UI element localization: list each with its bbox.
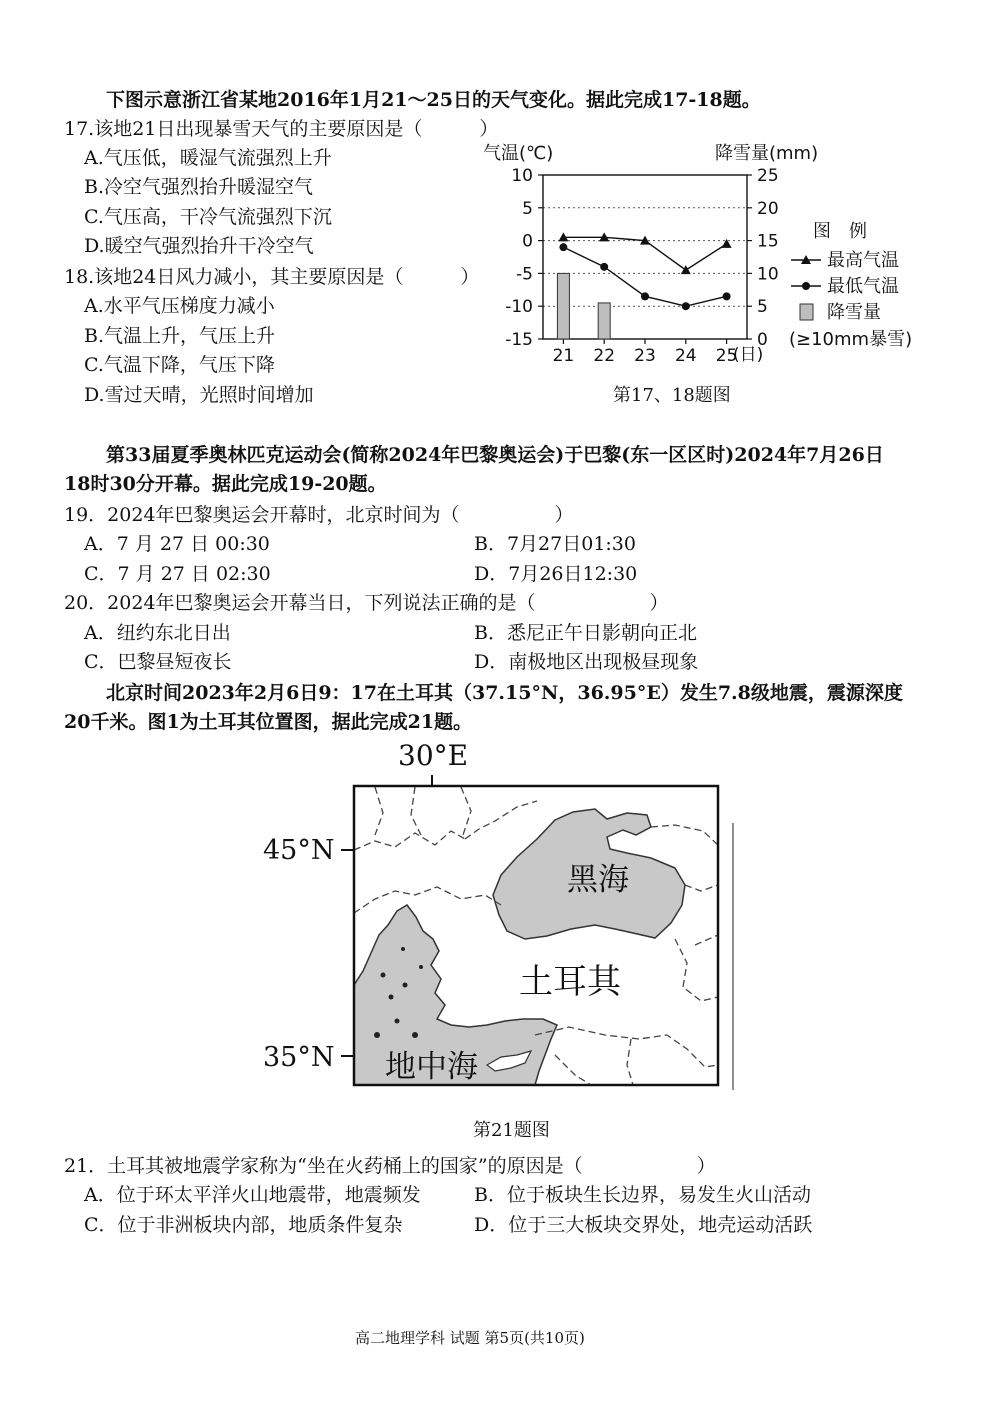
left-tick-label: 10: [511, 166, 533, 186]
weather-chart: [475, 135, 935, 375]
q19-option-a[interactable]: A．7 月 27 日 00:30: [84, 533, 270, 555]
legend-circle-marker: [802, 282, 810, 290]
q17-option-b[interactable]: B.冷空气强烈抬升暖湿空气: [84, 176, 314, 198]
legend-bar-swatch: [800, 304, 813, 320]
left-tick-label: 0: [522, 231, 533, 252]
right-tick-label: 5: [757, 297, 768, 318]
min-temp-point: [723, 292, 731, 300]
q17-option-c[interactable]: C.气压高，干冷气流强烈下沉: [84, 206, 332, 228]
q20-option-b[interactable]: B．悉尼正午日影朝向正北: [474, 622, 697, 644]
x-tick-label: 24: [674, 346, 697, 366]
left-tick-label: 5: [522, 198, 533, 219]
min-temp-point: [682, 302, 690, 310]
x-tick-label: 25: [715, 346, 738, 366]
intro-21-line2: 20千米。图1为土耳其位置图，据此完成21题。: [64, 711, 473, 733]
intro-19-20-line2: 18时30分开幕。据此完成19-20题。: [64, 473, 387, 495]
q20-option-d[interactable]: D．南极地区出现极昼现象: [474, 651, 699, 673]
figure-17-18-caption: 第17、18题图: [613, 385, 731, 406]
legend-title: 图 例: [813, 221, 867, 242]
latitude-35n-label: 35°N: [263, 1042, 335, 1073]
y-right-axis-label: 降雪量(mm): [715, 143, 819, 164]
q18-stem: 18.该地24日风力减小，其主要原因是（ ）: [64, 266, 480, 288]
intro-21-line1: 北京时间2023年2月6日9：17在土耳其（37.15°N，36.95°E）发生7.8级地震，震源深度: [106, 682, 903, 704]
q21-option-b[interactable]: B．位于板块生长边界，易发生火山活动: [474, 1184, 811, 1206]
left-tick-label: -5: [516, 264, 533, 285]
max-temp-point: [681, 265, 691, 274]
q17-stem: 17.该地21日出现暴雪天气的主要原因是（ ）: [64, 118, 499, 140]
turkey-location-map: [255, 735, 745, 1095]
q19-option-d[interactable]: D．7月26日12:30: [474, 563, 638, 585]
y-left-axis-label: 气温(℃): [483, 143, 554, 164]
q17-option-d[interactable]: D.暖空气强烈抬升干冷空气: [84, 235, 314, 257]
q17-option-a[interactable]: A.气压低，暖湿气流强烈上升: [84, 147, 332, 169]
figure-21-caption: 第21题图: [473, 1120, 550, 1141]
latitude-45n-label: 45°N: [263, 835, 335, 866]
legend-label: 最高气温: [827, 250, 899, 271]
right-tick-label: 10: [757, 264, 779, 285]
right-tick-label: 25: [757, 166, 779, 186]
min-temp-point: [559, 243, 567, 251]
legend-label: 最低气温: [827, 276, 899, 297]
legend-label: 降雪量: [827, 302, 881, 323]
q21-stem: 21．土耳其被地震学家称为“坐在火药桶上的国家”的原因是（ ）: [64, 1155, 716, 1177]
page-footer: 高二地理学科 试题 第5页(共10页): [355, 1329, 585, 1347]
x-tick-label: 22: [593, 346, 616, 366]
x-tick-label: 23: [634, 346, 656, 366]
q20-option-c[interactable]: C．巴黎昼短夜长: [84, 651, 232, 673]
mediterranean-label: 地中海: [385, 1049, 478, 1085]
snowfall-bar: [598, 303, 610, 339]
intro-17-18: 下图示意浙江省某地2016年1月21～25日的天气变化。据此完成17-18题。: [106, 89, 761, 111]
q20-option-a[interactable]: A．纽约东北日出: [84, 622, 231, 644]
q19-stem: 19．2024年巴黎奥运会开幕时，北京时间为（ ）: [64, 504, 574, 526]
q21-option-a[interactable]: A．位于环太平洋火山地震带，地震频发: [84, 1184, 421, 1206]
q19-option-b[interactable]: B．7月27日01:30: [474, 533, 636, 555]
q18-option-b[interactable]: B.气温上升，气压上升: [84, 325, 276, 347]
right-tick-label: 20: [757, 198, 779, 219]
turkey-label: 土耳其: [519, 962, 621, 1002]
right-tick-label: 15: [757, 231, 779, 252]
q18-option-c[interactable]: C.气温下降，气压下降: [84, 354, 275, 376]
q18-option-a[interactable]: A.水平气压梯度力减小: [84, 295, 275, 317]
x-tick-label: 21: [552, 346, 575, 366]
snowfall-bar: [557, 273, 569, 339]
x-unit-label: (日): [733, 345, 764, 365]
plot-frame: [543, 175, 747, 339]
q21-option-d[interactable]: D．位于三大板块交界处，地壳运动活跃: [474, 1214, 813, 1236]
min-temp-point: [600, 263, 608, 271]
black-sea-label: 黑海: [567, 862, 629, 898]
intro-19-20-line1: 第33届夏季奥林匹克运动会(简称2024年巴黎奥运会)于巴黎(东一区区时)2024年7月26日: [106, 444, 884, 466]
q19-option-c[interactable]: C．7 月 27 日 02:30: [84, 563, 271, 585]
q20-stem: 20．2024年巴黎奥运会开幕当日，下列说法正确的是（ ）: [64, 592, 669, 614]
left-tick-label: -15: [505, 330, 533, 350]
legend-note: (≥10mm暴雪): [789, 329, 913, 350]
right-tick-label: 0: [757, 330, 768, 350]
q21-option-c[interactable]: C．位于非洲板块内部，地质条件复杂: [84, 1214, 403, 1236]
min-temp-point: [641, 292, 649, 300]
q18-option-d[interactable]: D.雪过天晴，光照时间增加: [84, 384, 314, 406]
longitude-30e-label: 30°E: [398, 739, 469, 772]
left-tick-label: -10: [505, 297, 533, 318]
